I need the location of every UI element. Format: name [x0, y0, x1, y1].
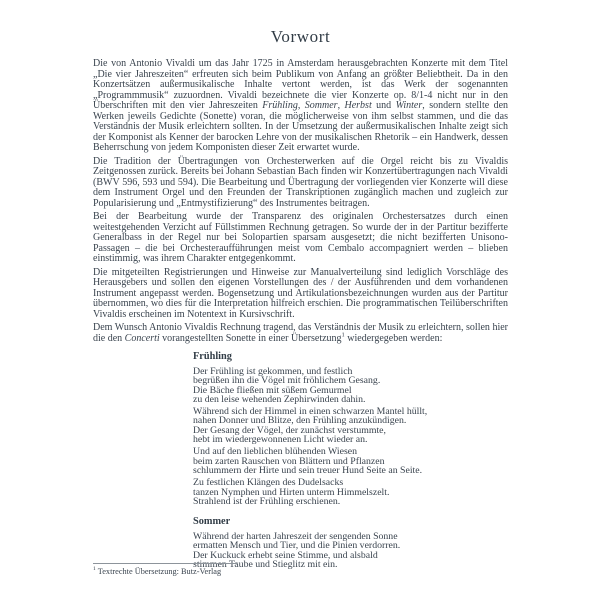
paragraph-3: Bei der Bearbeitung wurde der Transparenz des originalen Orchestersatzes durch einen weitestgehenden Verzicht auf Füllstimmen Rechnung getragen. So wurde der in der Partitur bezifferte Generalbass in der Regel nur bei Solopartien sparsam ausgesetzt; die nicht bezifferten Unisono-Passagen – die bei Orchesteraufführungen meist vom Cembalo accompagniert werden – blieben einstimmig, was ihrem Charakter entgegenkommt.: [93, 211, 508, 264]
paragraph-4: Die mitgeteilten Registrierungen und Hinweise zur Manualverteilung sind lediglich Vorschläge des Herausgebers und sollen den eigenen Vorstellungen des / der Ausführenden und dem vorhandenen Instrument angepasst werden. Bogensetzung und Artikulationsbezeichnungen wurden aus der Partitur übernommen, wo dies für die Interpretation hilfreich erschien. Die programmatischen Teilüberschriften Vivaldis erscheinen im Notentext in Kursivschrift.: [93, 266, 508, 320]
poem-fruehling: [193, 351, 508, 506]
poem-heading-sommer: Sommer: [193, 516, 231, 528]
footnote: [93, 563, 238, 576]
stanza: Während der harten Jahreszeit der sengenden Sonne ermatten Mensch und Tier, und die Pinien verdorren. Der Kuckuck erhebt seine Stimme, und alsbald stimmen Taube und Stieglitz mit ein.: [193, 531, 401, 571]
preface-body: [93, 59, 508, 344]
stanza: Der Frühling ist gekommen, und festlich begrüßen ihn die Vögel mit fröhlichem Gesang. Die Bäche fließen mit süßem Gemurmel zu den leise wehenden Zephirwinden dahin.: [193, 366, 381, 405]
stanza: Zu festlichen Klängen des Dudelsacks tanzen Nymphen und Hirten unterm Himmelszelt. Strahlend ist der Frühling erschienen.: [193, 477, 390, 507]
footnote-marker: 1: [93, 566, 96, 573]
footnote-text: [93, 567, 238, 576]
paragraph-2: Die Tradition der Übertragungen von Orchesterwerken auf die Orgel reicht bis zu Vivaldis Zeitgenossen zurück. Bereits bei Johann Sebastian Bach finden wir Konzertübertragungen nach Vivaldi (BWV 596, 593 und 594). Die Bearbeitung und Übertragung der vorliegenden vier Konzerte will diese dem Instrument Orgel und den Freunden der Transkriptionen zugänglich machen und zugleich zur Popularisierung und „Entmystifizierung“ des Instrumentes beitragen.: [93, 155, 508, 209]
footnote-separator: [93, 563, 238, 564]
page-title: Vorwort: [270, 27, 331, 46]
poem-heading-fruehling: Frühling: [193, 351, 232, 362]
stanza: Während sich der Himmel in einen schwarzen Mantel hüllt, nahen Donner und Blitze, den Frühling anzukündigen. Der Gesang der Vögel, der zunächst verstummte, hebt im wiedergewonnenen Licht wieder an.: [193, 406, 428, 446]
paragraph-5: Dem Wunsch Antonio Vivaldis Rechnung tragend, das Verständnis der Musik zu erleichtern, sollen hier die den Concerti vorangestellten Sonette in einer Übersetzung$^1$ wiedergegeben werden:: [93, 322, 508, 344]
footnote-label: Textrechte Übersetzung: Butz-Verlag: [97, 567, 222, 576]
poem-sommer: [193, 516, 508, 569]
stanza: Und auf den lieblichen blühenden Wiesen beim zarten Rauschen von Blättern und Pflanzen schlummern der Hirte und sein treuer Hund Seite an Seite.: [193, 446, 423, 476]
sonnets-section: [193, 351, 508, 569]
paragraph-1: Die von Antonio Vivaldi um das Jahr 1725 in Amsterdam herausgebrachten Konzerte mit dem Titel „Die vier Jahreszeiten“ erfreuten sich beim Publikum von Anfang an größter Beliebtheit. Da in den Konzertsätzen außermusikalische Inhalte vertont werden, ist das Werk der sogenannten „Programmmusik“ zuzuordnen. Vivaldi bezeichnete die vier Konzerte op. 8/1-4 nicht nur in den Überschriften mit den vier Jahreszeiten Frühling, Sommer, Herbst und Winter, sondern stellte den Werken jeweils Gedichte (Sonette) voran, die möglicherweise von ihm selbst stammen, und die das Verständnis der Musik erleichtern sollten. In der Umsetzung der außermusikalischen Inhalte zeigt sich der Komponist als Kenner der barocken Lehre von der musikalischen Rhetorik – ein Handwerk, dessen Beherrschung von jedem Komponisten dieser Zeit erwartet wurde.: [93, 58, 509, 153]
